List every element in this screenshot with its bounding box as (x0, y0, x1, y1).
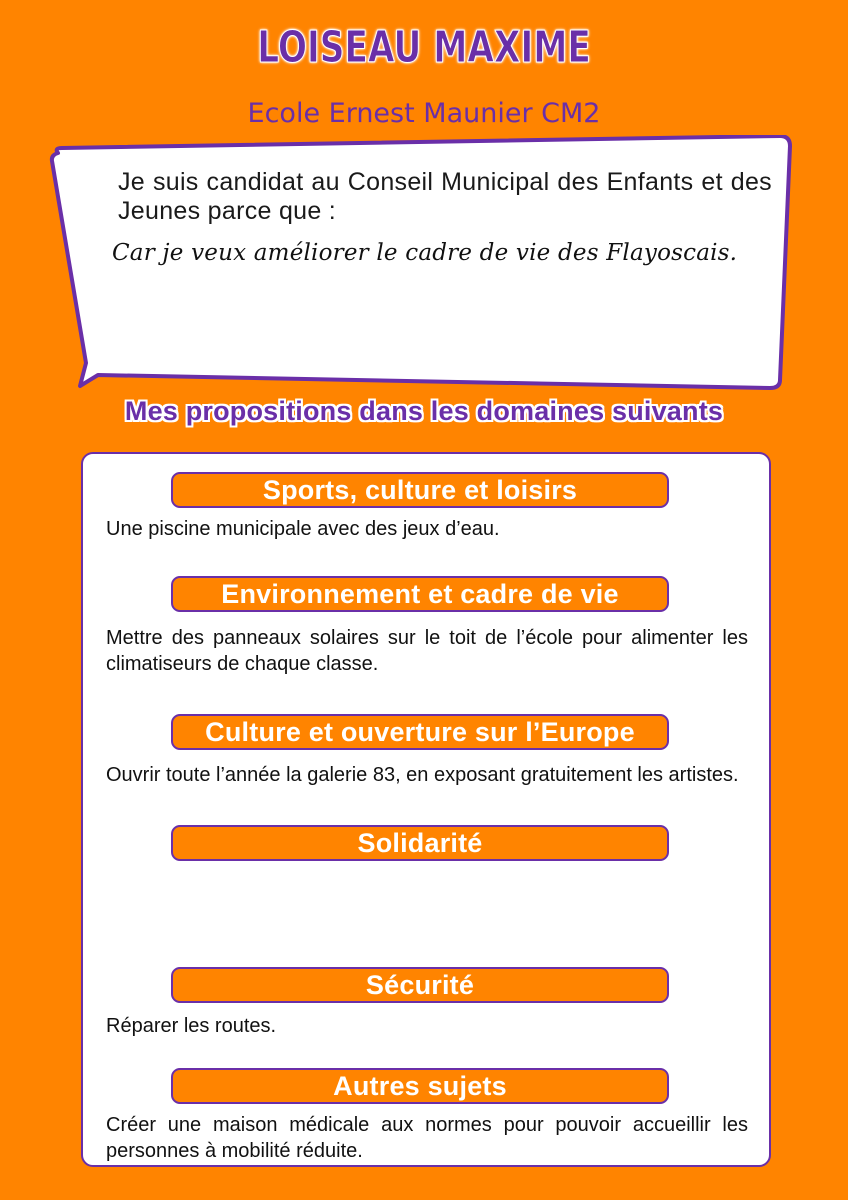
domain-title-europe: Culture et ouverture sur l’Europe (171, 714, 669, 750)
domain-title-sports: Sports, culture et loisirs (171, 472, 669, 508)
school-class: Ecole Ernest Maunier CM2 (247, 98, 601, 129)
candidacy-reason: Car je veux améliorer le cadre de vie des Flayoscais. (112, 240, 738, 266)
domain-title-other: Autres sujets (171, 1068, 669, 1104)
domain-text-other: Créer une maison médicale aux normes pour pouvoir accueillir les personnes à mobilité réduite. (106, 1114, 748, 1162)
propositions-heading: Mes propositions dans les domaines suivants (124, 396, 724, 426)
domain-text-security: Réparer les routes. (106, 1015, 277, 1037)
domain-text-europe: Ouvrir toute l’année la galerie 83, en exposant gratuitement les artistes. (106, 764, 739, 786)
candidacy-intro: Je suis candidat au Conseil Municipal des Enfants et des Jeunes parce que : (118, 168, 772, 225)
domain-title-solidarity: Solidarité (171, 825, 669, 861)
domain-text-sports: Une piscine municipale avec des jeux d’eau. (106, 518, 500, 540)
domain-text-environment: Mettre des panneaux solaires sur le toit de l’école pour alimenter les climatiseurs de chaque classe. (106, 627, 748, 675)
candidate-name: LOISEAU MAXIME (257, 22, 591, 73)
propositions-panel (81, 452, 771, 1167)
domain-title-environment: Environnement et cadre de vie (171, 576, 669, 612)
domain-title-security: Sécurité (171, 967, 669, 1003)
